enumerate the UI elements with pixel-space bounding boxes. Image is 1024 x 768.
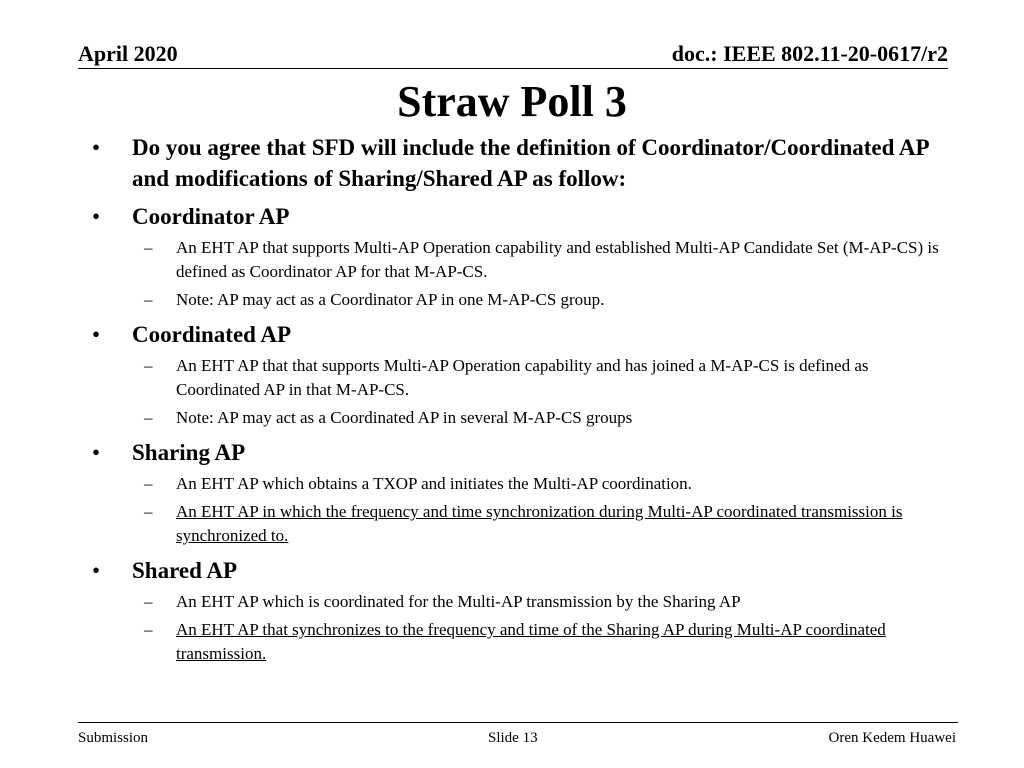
- footer-slide-number: Slide 13: [488, 730, 538, 746]
- dash-glyph: –: [144, 620, 153, 639]
- sub-bullet: [92, 354, 952, 402]
- bullet-text: Do you agree that SFD will include the definition of Coordinator/Coordinated AP and modifications of Sharing/Shared AP as follow:: [132, 135, 929, 191]
- dash-glyph: –: [144, 290, 153, 309]
- dash-glyph: –: [144, 502, 153, 521]
- bullet-coordinator-ap: [92, 201, 952, 232]
- sub-bullet-text: Note: AP may act as a Coordinator AP in one M-AP-CS group.: [176, 290, 605, 309]
- bullet-coordinated-ap: [92, 319, 952, 350]
- dash-glyph: –: [144, 474, 153, 493]
- sub-bullet: [92, 500, 952, 548]
- sub-bullet: [92, 236, 952, 284]
- sub-bullet: [92, 618, 952, 666]
- bullet-glyph: •: [92, 322, 101, 347]
- footer-submission: Submission: [78, 730, 149, 746]
- sub-bullet-text-underlined: An EHT AP in which the frequency and time synchronization during Multi-AP coordinated transmission is synchronized to.: [176, 502, 903, 545]
- footer-author: Oren Kedem Huawei: [828, 730, 956, 746]
- bullet-text: Coordinated AP: [132, 322, 292, 347]
- slide-title: Straw Poll 3: [397, 77, 627, 126]
- bullet-glyph: •: [92, 440, 101, 465]
- dash-glyph: –: [144, 356, 153, 375]
- header-doc-id: doc.: IEEE 802.11-20-0617/r2: [671, 41, 948, 66]
- sub-bullet-text: An EHT AP that supports Multi-AP Operation capability and established Multi-AP Candidate Set (M-AP-CS) is defined as Coordinator AP for that M-AP-CS.: [176, 238, 939, 281]
- sub-bullet: [92, 406, 952, 430]
- sub-bullet-text: An EHT AP which is coordinated for the Multi-AP transmission by the Sharing AP: [176, 592, 741, 611]
- dash-glyph: –: [144, 592, 153, 611]
- bullet-question: [92, 132, 952, 194]
- bullet-text: Coordinator AP: [132, 204, 290, 229]
- sub-bullet-text: Note: AP may act as a Coordinated AP in several M-AP-CS groups: [176, 408, 633, 427]
- bullet-text: Shared AP: [132, 558, 238, 583]
- slide-content: [92, 132, 952, 666]
- header-date: April 2020: [78, 41, 178, 66]
- bullet-glyph: •: [92, 558, 101, 583]
- footer-divider: [78, 722, 958, 723]
- header-divider: [78, 68, 948, 69]
- sub-bullet-text: An EHT AP that that supports Multi-AP Operation capability and has joined a M-AP-CS is defined as Coordinated AP in that M-AP-CS.: [176, 356, 869, 399]
- bullet-shared-ap: [92, 555, 952, 586]
- bullet-glyph: •: [92, 135, 101, 160]
- sub-bullet: [92, 288, 952, 312]
- bullet-text: Sharing AP: [132, 440, 246, 465]
- dash-glyph: –: [144, 238, 153, 257]
- bullet-sharing-ap: [92, 437, 952, 468]
- bullet-glyph: •: [92, 204, 101, 229]
- sub-bullet: [92, 590, 952, 614]
- dash-glyph: –: [144, 408, 153, 427]
- sub-bullet-text: An EHT AP which obtains a TXOP and initiates the Multi-AP coordination.: [176, 474, 692, 493]
- sub-bullet-text-underlined: An EHT AP that synchronizes to the frequency and time of the Sharing AP during Multi-AP coordinated transmission.: [176, 620, 886, 663]
- sub-bullet: [92, 472, 952, 496]
